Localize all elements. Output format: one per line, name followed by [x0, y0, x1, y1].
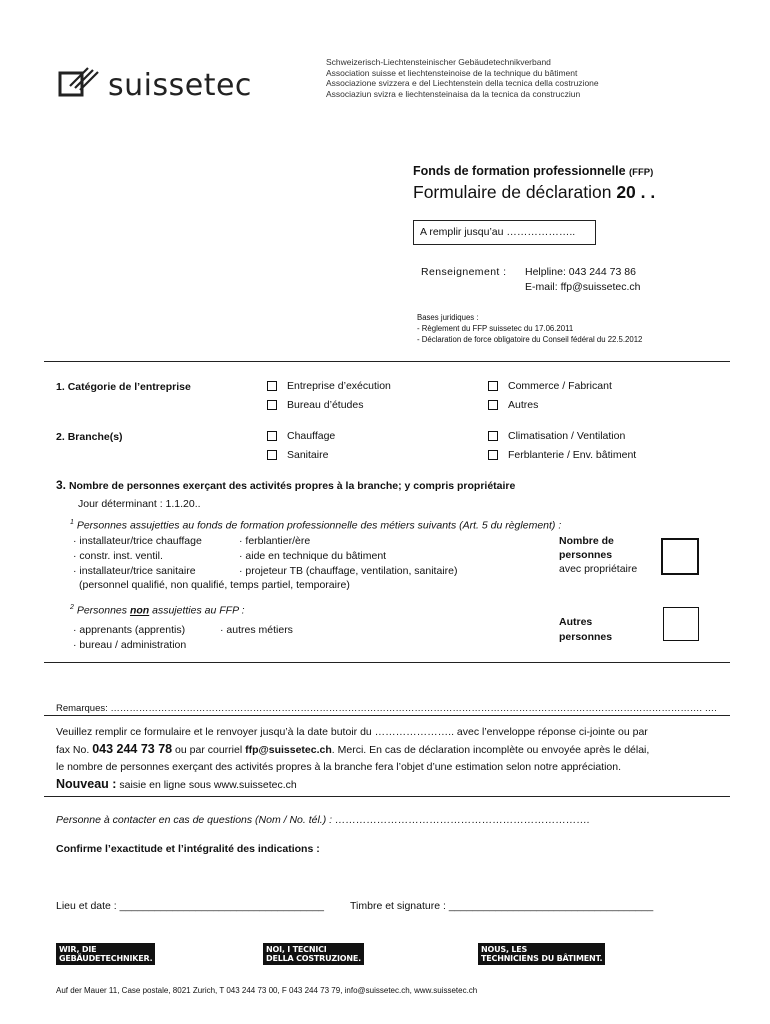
checkbox[interactable] — [488, 450, 498, 460]
option-entreprise[interactable]: Entreprise d’exécution — [267, 380, 391, 392]
divider — [44, 662, 730, 663]
signature-field[interactable]: Timbre et signature : ___________________________________ — [350, 900, 654, 912]
instructions: Veuillez remplir ce formulaire et le renvoyer jusqu’à la date butoir du ………………….. avec l’enveloppe réponse ci-jointe ou par fax No. 043 244 73 78 ou par courriel ffp@suissetec.ch. Merci. En cas de déclaration incomplète ou envoyée après le délai, le nombre de personnes exerçant des activités propres à la branche fera l’objet d’une estimation selon notre appréciation. Nouveau : saisie en ligne sous www.suissetec.ch — [56, 726, 650, 791]
association-names — [326, 57, 599, 99]
slogan-badge-de: WIR, DIE GEBÄUDETECHNIKER. — [56, 943, 155, 965]
sub1-note: (personnel qualifié, non qualifié, temps partiel, temporaire) — [79, 579, 350, 591]
legal-basis — [417, 312, 642, 345]
sub2-title: $^2$ Personnes non assujetties au FFP : — [70, 604, 245, 617]
confirm-label: Confirme l’exactitude et l’intégralité des indications : — [56, 843, 320, 855]
slogan-badge-fr: NOUS, LES TECHNICIENS DU BÂTIMENT. — [478, 943, 605, 965]
legal-heading: Bases juridiques : — [417, 313, 479, 322]
checkbox[interactable] — [267, 431, 277, 441]
option-autres[interactable]: Autres — [488, 399, 538, 411]
checkbox[interactable] — [267, 400, 277, 410]
contact-field[interactable]: Personne à contacter en cas de questions (Nom / No. tél.) : ………………………………………………………………. — [56, 814, 590, 826]
checkbox[interactable] — [488, 400, 498, 410]
form-title: Formulaire de déclaration 20 . . — [413, 182, 656, 202]
option-commerce[interactable]: Commerce / Fabricant — [488, 380, 612, 392]
place-date-field[interactable]: Lieu et date : ___________________________________ — [56, 900, 325, 912]
sub2-item: · apprenants (apprentis) — [73, 624, 186, 636]
fund-title: Fonds de formation professionnelle (FFP) — [413, 164, 654, 178]
checkbox[interactable] — [267, 381, 277, 391]
option-sanitaire[interactable]: Sanitaire — [267, 449, 328, 461]
section2-label: 2. Branche(s) — [56, 431, 123, 443]
sub2-item: · bureau / administration — [73, 639, 187, 651]
autres-label: Autres personnes — [559, 616, 613, 643]
logo-mark-icon — [58, 64, 102, 100]
checkbox[interactable] — [488, 381, 498, 391]
divider — [44, 715, 730, 716]
autres-personnes-input[interactable] — [663, 607, 699, 641]
option-climatisation[interactable]: Climatisation / Ventilation — [488, 430, 625, 442]
section3-label: 3. Nombre de personnes exerçant des activités propres à la branche; y compris propriétaire — [56, 478, 516, 492]
option-bureau[interactable]: Bureau d’études — [267, 399, 363, 411]
divider — [44, 361, 730, 362]
deadline-field[interactable]: A remplir jusqu’au ……………….. — [413, 220, 596, 245]
divider — [44, 796, 730, 797]
nombre-personnes-input[interactable] — [661, 538, 699, 575]
sub1-title: $^1$ Personnes assujetties au fonds de formation professionnelle des métiers suivants (Art. 5 du règlement) : — [70, 519, 562, 532]
footer-address: Auf der Mauer 11, Case postale, 8021 Zurich, T 043 244 73 00, F 043 244 73 79, info@suissetec.ch, www.suissetec.ch — [56, 986, 478, 995]
checkbox[interactable] — [267, 450, 277, 460]
legal-item: - Règlement du FFP suissetec du 17.06.2011 — [417, 324, 574, 333]
info-label: Renseignement : — [421, 266, 507, 278]
assoc-line: Associaziun svizra e liechtensteinaisa da la tecnica da construcziun — [326, 88, 581, 99]
option-chauffage[interactable]: Chauffage — [267, 430, 335, 442]
slogan-badge-it: NOI, I TECNICI DELLA COSTRUZIONE. — [263, 943, 364, 965]
nombre-label: Nombre de personnes avec propriétaire — [559, 535, 638, 575]
helpline: Helpline: 043 244 73 86 — [525, 266, 636, 278]
remarks-field[interactable]: Remarques: ……………………………………………………………………………………………………………………………………………………………………. …. — [56, 703, 717, 714]
assoc-line: Associazione svizzera e del Liechtenstein della tecnica della costruzione — [326, 78, 599, 88]
assoc-line: Association suisse et liechtensteinoise de la technique du bâtiment — [326, 67, 578, 78]
assoc-line: Schweizerisch-Liechtensteinischer Gebäudetechnikverband — [326, 57, 551, 67]
checkbox[interactable] — [488, 431, 498, 441]
sub1-list-col1: · installateur/trice chauffage · constr. inst. ventil. · installateur/trice sanitaire — [73, 535, 202, 577]
jour-determinant: Jour déterminant : 1.1.20.. — [78, 498, 201, 510]
sub2-item: · autres métiers — [220, 624, 293, 636]
option-ferblanterie[interactable]: Ferblanterie / Env. bâtiment — [488, 449, 636, 461]
legal-item: - Déclaration de force obligatoire du Conseil fédéral du 22.5.2012 — [417, 335, 643, 344]
section1-label: 1. Catégorie de l’entreprise — [56, 381, 191, 393]
email: E-mail: ffp@suissetec.ch — [525, 281, 641, 293]
sub1-list-col2: · ferblantier/ère · aide en technique du bâtiment · projeteur TB (chauffage, ventilation, sanitaire) — [239, 535, 458, 577]
brand-name: suissetec — [108, 68, 252, 103]
